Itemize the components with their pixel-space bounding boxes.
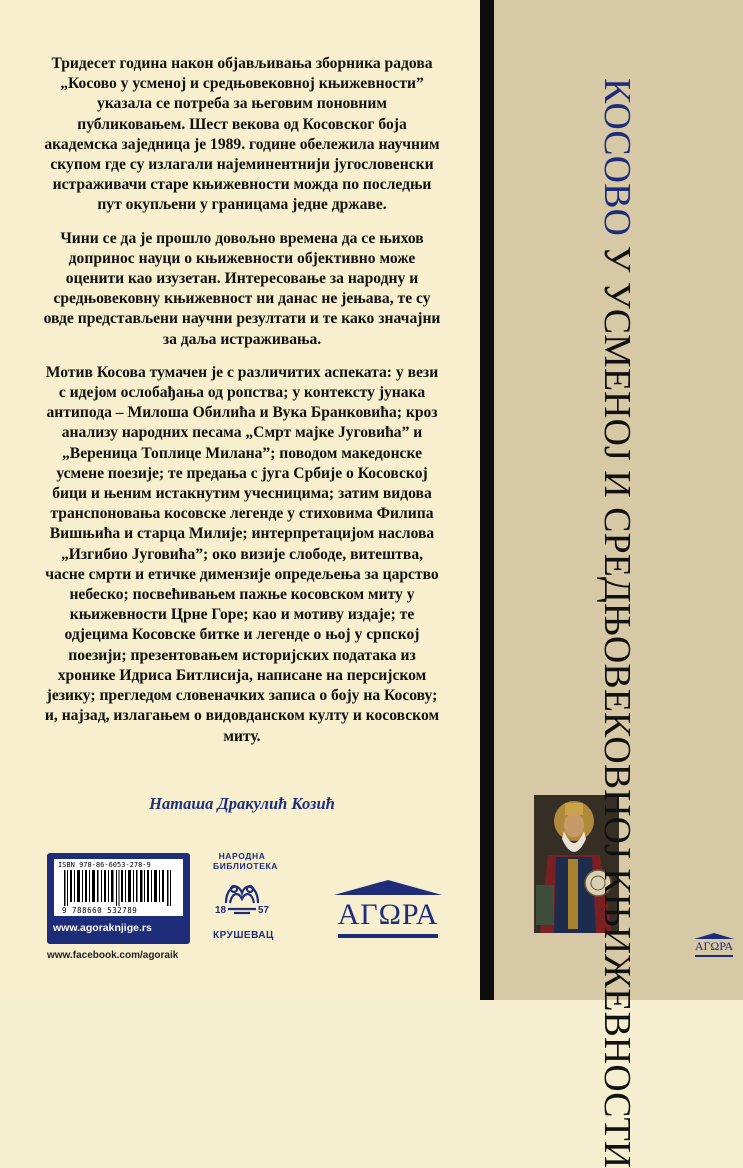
library-line-1: НАРОДНА — [218, 851, 266, 861]
library-logo — [213, 851, 278, 941]
publisher-name-small: АГΩРА — [694, 939, 734, 953]
library-city: КРУШЕВАЦ — [213, 930, 274, 941]
isbn-text: ISBN 978-86-6053-278-9 — [58, 861, 151, 869]
library-year-left: 18 — [215, 905, 227, 916]
website-link[interactable]: www.agoraknjige.rs — [53, 922, 152, 934]
title-rest: У УСМЕНОЈ И СРЕДЊОВЕКОВНОЈ КЊИЖЕВНОСТИ — [596, 235, 638, 1168]
barcode-panel — [47, 853, 190, 944]
author-signature: Наташа Дракулић Козић — [149, 794, 335, 813]
barcode-label — [54, 859, 183, 916]
facebook-link[interactable]: www.facebook.com/agoraik — [47, 950, 179, 961]
barcode-icon — [64, 870, 174, 906]
book-title — [593, 78, 641, 1168]
book-spine — [480, 0, 494, 1000]
barcode-digits: 9 788660 532789 — [62, 906, 138, 915]
blurb-text — [42, 54, 442, 760]
blurb-paragraph-1: Тридесет година након објављивања зборника радова „Косово у усменој и средњовековној књижевности” указала се потреба за његовим поновним публиковањем. Шест векова од Косовског боја академска заједница је 1989. године обележила научним скупом где су излагали најеминентнији југословенски истраживачи старе књижевности можда по последњи пут окупљени у границама једне државе. — [44, 55, 440, 214]
library-line-2: БИБЛИОТЕКА — [213, 860, 278, 871]
library-year-right: 57 — [257, 905, 269, 916]
blurb-paragraph-2: Чини се да је прошло довољно времена да се њихов допринос науци о књижевности објективно може оценити као изузетан. Интересовање за народну и средњовековну књижевност ни данас не јењава, те су овде представљени научни резултати и те како значајни за даља истраживања. — [43, 229, 441, 348]
title-word-kosovo: КОСОВО — [596, 78, 638, 236]
library-years — [213, 905, 271, 929]
publisher-logo — [326, 878, 450, 940]
blurb-paragraph-3: Мотив Косова тумачен је с различитих аспеката: у вези с идејом ослобађања од ропства; у контексту јунака антипода – Милоша Обилића и Вука Бранковића; кроз анализу народних песама „Смрт мајке Југовића” и „Вереница Топлице Милана”; поводом македонске усмене поезије; те предања с југа Србије о Косовској бици и њеним истакнутим учесницима; затим видова транспоновања косовске легенде у стиховима Филипа Вишњића и старца Милије; интерпретацијом наслова „Изгибио Југовића”; око визије слободе, витештва, часне смрти и етичке димензије опредељења за царство небеско; посвећивањем пажње косовском миту у књижевности Црне Горе; као и мотиву издаје; те одјецима Косовске битке и легенде о њој у српској поезији; презентовањем историјских података из хронике Идриса Битлисија, написане на персијском језику; прегледом словеначких записа о боју на Косову; и, најзад, излагањем о видовданском култу и косовском миту. — [44, 363, 440, 745]
publisher-logo-small — [690, 932, 738, 958]
publisher-name: АГΩРА — [337, 898, 439, 931]
